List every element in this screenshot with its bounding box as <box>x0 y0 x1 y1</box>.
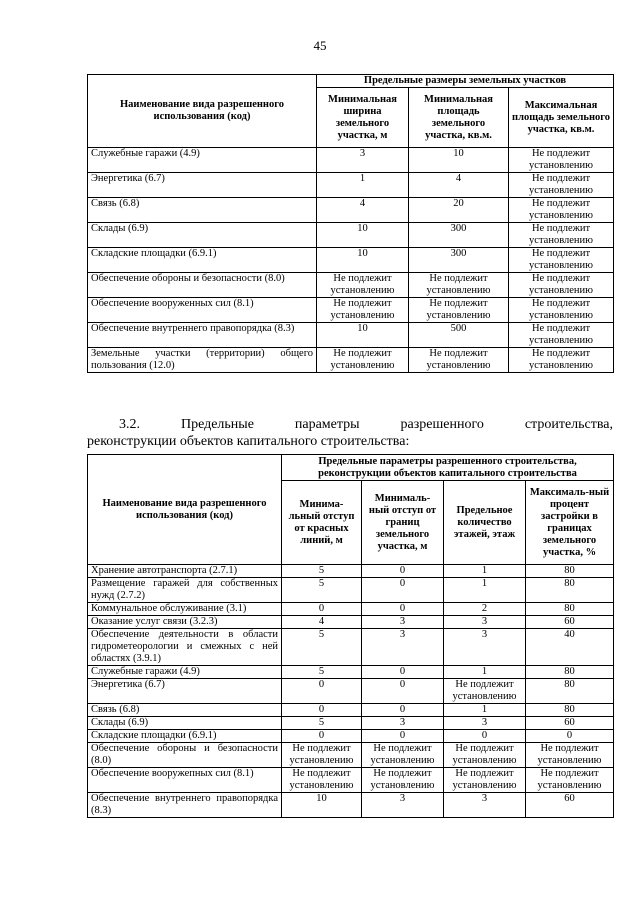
use-type-name: Связь (6.8) <box>88 198 317 223</box>
section-word-4: строительства, <box>524 417 613 432</box>
max-area-value: Не подлежит установлению <box>509 273 614 298</box>
table-row <box>88 666 614 679</box>
floors-value: 1 <box>444 704 526 717</box>
t1-header-group: Предельные размеры земельных участков <box>317 75 614 88</box>
coverage-percent-value: 80 <box>526 679 614 704</box>
min-area-value: Не подлежит установлению <box>409 298 509 323</box>
table-row <box>88 743 614 768</box>
coverage-percent-value: 80 <box>526 603 614 616</box>
red-line-setback-value: 4 <box>282 616 362 629</box>
min-width-value: 1 <box>317 173 409 198</box>
border-setback-value: 0 <box>362 603 444 616</box>
border-setback-value: 3 <box>362 717 444 730</box>
floors-value: 2 <box>444 603 526 616</box>
border-setback-value: 3 <box>362 793 444 818</box>
floors-value: 3 <box>444 629 526 666</box>
min-width-value: Не подлежит установлению <box>317 298 409 323</box>
red-line-setback-value: Не подлежит установлению <box>282 743 362 768</box>
use-type-name: Обеспечение обороны и безопасности (8.0) <box>88 273 317 298</box>
floors-value: 1 <box>444 578 526 603</box>
max-area-value: Не подлежит установлению <box>509 298 614 323</box>
land-plot-size-table <box>87 74 614 373</box>
table-row <box>88 248 614 273</box>
min-width-value: 10 <box>317 323 409 348</box>
use-type-name: Склады (6.9) <box>88 223 317 248</box>
min-area-value: 300 <box>409 223 509 248</box>
border-setback-value: 0 <box>362 565 444 578</box>
use-type-name: Обеспечение деятельности в области гидрометеорологии и смежных с ней областях (3.9.1) <box>88 629 282 666</box>
table-row <box>88 273 614 298</box>
border-setback-value: 0 <box>362 730 444 743</box>
table-row <box>88 173 614 198</box>
t1-col-min-width: Минимальная ширина земельного участка, м <box>317 88 409 148</box>
border-setback-value: 0 <box>362 578 444 603</box>
use-type-name: Обеспечение вооружепных сил (8.1) <box>88 768 282 793</box>
min-area-value: 500 <box>409 323 509 348</box>
table-row <box>88 603 614 616</box>
red-line-setback-value: 0 <box>282 730 362 743</box>
min-width-value: 10 <box>317 223 409 248</box>
max-area-value: Не подлежит установлению <box>509 148 614 173</box>
red-line-setback-value: 0 <box>282 603 362 616</box>
section-line-2: реконструкции объектов капитального строительства: <box>87 434 410 449</box>
border-setback-value: Не подлежит установлению <box>362 743 444 768</box>
border-setback-value: Не подлежит установлению <box>362 768 444 793</box>
max-area-value: Не подлежит установлению <box>509 248 614 273</box>
use-type-name: Складские площадки (6.9.1) <box>88 248 317 273</box>
use-type-name: Размещение гаражей для собственных нужд (2.7.2) <box>88 578 282 603</box>
table-row <box>88 717 614 730</box>
red-line-setback-value: 5 <box>282 629 362 666</box>
min-area-value: 20 <box>409 198 509 223</box>
min-width-value: 3 <box>317 148 409 173</box>
t2-header-group: Предельные параметры разрешенного строительства, реконструкции объектов капитального строительства <box>282 455 614 481</box>
min-area-value: 10 <box>409 148 509 173</box>
red-line-setback-value: 10 <box>282 793 362 818</box>
use-type-name: Служебные гаражи (4.9) <box>88 148 317 173</box>
table-row <box>88 223 614 248</box>
border-setback-value: 3 <box>362 629 444 666</box>
section-word-1: Предельные <box>180 417 254 432</box>
table-row <box>88 704 614 717</box>
use-type-name: Связь (6.8) <box>88 704 282 717</box>
table-row <box>88 148 614 173</box>
min-area-value: 300 <box>409 248 509 273</box>
coverage-percent-value: 0 <box>526 730 614 743</box>
min-width-value: 10 <box>317 248 409 273</box>
table-row <box>88 679 614 704</box>
use-type-name: Обеспечение внутреннего правопорядка (8.3) <box>88 793 282 818</box>
use-type-name: Коммунальное обслуживание (3.1) <box>88 603 282 616</box>
use-type-name: Энергетика (6.7) <box>88 679 282 704</box>
coverage-percent-value: 60 <box>526 717 614 730</box>
coverage-percent-value: 80 <box>526 565 614 578</box>
floors-value: Не подлежит установлению <box>444 768 526 793</box>
coverage-percent-value: Не подлежит установлению <box>526 743 614 768</box>
building-parameters-table <box>87 454 614 818</box>
red-line-setback-value: 5 <box>282 578 362 603</box>
border-setback-value: 3 <box>362 616 444 629</box>
border-setback-value: 0 <box>362 704 444 717</box>
red-line-setback-value: 0 <box>282 704 362 717</box>
table-row <box>88 730 614 743</box>
use-type-name: Складские площадки (6.9.1) <box>88 730 282 743</box>
section-number: 3.2. <box>119 417 140 432</box>
table-row <box>88 565 614 578</box>
floors-value: 3 <box>444 793 526 818</box>
use-type-name: Обеспечение внутреннего правопорядка (8.3) <box>88 323 317 348</box>
t1-header-name: Наименование вида разрешенного использования (код) <box>88 75 317 148</box>
t1-col-max-area: Максимальная площадь земельного участка, кв.м. <box>509 88 614 148</box>
use-type-name: Хранение автотранспорта (2.7.1) <box>88 565 282 578</box>
red-line-setback-value: 5 <box>282 666 362 679</box>
t2-col-border: Минималь-ный отступ от границ земельного участка, м <box>362 481 444 565</box>
page-number: 45 <box>313 38 327 53</box>
coverage-percent-value: 80 <box>526 666 614 679</box>
t1-col-min-area: Минимальная площадь земельного участка, кв.м. <box>409 88 509 148</box>
table-row <box>88 616 614 629</box>
min-width-value: Не подлежит установлению <box>317 273 409 298</box>
max-area-value: Не подлежит установлению <box>509 348 614 373</box>
max-area-value: Не подлежит установлению <box>509 173 614 198</box>
max-area-value: Не подлежит установлению <box>509 323 614 348</box>
use-type-name: Обеспечение обороны и безопасности (8.0) <box>88 743 282 768</box>
table-row <box>88 298 614 323</box>
floors-value: 3 <box>444 616 526 629</box>
min-width-value: Не подлежит установлению <box>317 348 409 373</box>
max-area-value: Не подлежит установлению <box>509 223 614 248</box>
coverage-percent-value: 40 <box>526 629 614 666</box>
floors-value: 1 <box>444 666 526 679</box>
section-word-3: разрешенного <box>400 417 484 432</box>
t2-col-percent: Максималь-ный процент застройки в границах земельного участка, % <box>526 481 614 565</box>
table-row <box>88 198 614 223</box>
use-type-name: Служебные гаражи (4.9) <box>88 666 282 679</box>
coverage-percent-value: Не подлежит установлению <box>526 768 614 793</box>
floors-value: Не подлежит установлению <box>444 743 526 768</box>
table-row <box>88 323 614 348</box>
min-area-value: Не подлежит установлению <box>409 348 509 373</box>
floors-value: 0 <box>444 730 526 743</box>
min-area-value: 4 <box>409 173 509 198</box>
table-row <box>88 578 614 603</box>
border-setback-value: 0 <box>362 666 444 679</box>
t2-col-red: Минима-льный отступ от красных линий, м <box>282 481 362 565</box>
table-row <box>88 348 614 373</box>
max-area-value: Не подлежит установлению <box>509 198 614 223</box>
red-line-setback-value: 5 <box>282 717 362 730</box>
table-row <box>88 629 614 666</box>
use-type-name: Склады (6.9) <box>88 717 282 730</box>
floors-value: 1 <box>444 565 526 578</box>
coverage-percent-value: 60 <box>526 616 614 629</box>
use-type-name: Оказание услуг связи (3.2.3) <box>88 616 282 629</box>
section-heading <box>87 416 613 450</box>
red-line-setback-value: Не подлежит установлению <box>282 768 362 793</box>
min-area-value: Не подлежит установлению <box>409 273 509 298</box>
floors-value: 3 <box>444 717 526 730</box>
coverage-percent-value: 80 <box>526 704 614 717</box>
table-row <box>88 768 614 793</box>
t2-header-name: Наименование вида разрешенного использования (код) <box>88 455 282 565</box>
red-line-setback-value: 0 <box>282 679 362 704</box>
red-line-setback-value: 5 <box>282 565 362 578</box>
use-type-name: Обеспечение вооруженных сил (8.1) <box>88 298 317 323</box>
floors-value: Не подлежит установлению <box>444 679 526 704</box>
use-type-name: Энергетика (6.7) <box>88 173 317 198</box>
coverage-percent-value: 80 <box>526 578 614 603</box>
border-setback-value: 0 <box>362 679 444 704</box>
coverage-percent-value: 60 <box>526 793 614 818</box>
use-type-name: Земельные участки (территории) общего пользования (12.0) <box>88 348 317 373</box>
table-row <box>88 793 614 818</box>
min-width-value: 4 <box>317 198 409 223</box>
t2-col-floors: Предельное количество этажей, этаж <box>444 481 526 565</box>
section-word-2: параметры <box>294 417 360 432</box>
